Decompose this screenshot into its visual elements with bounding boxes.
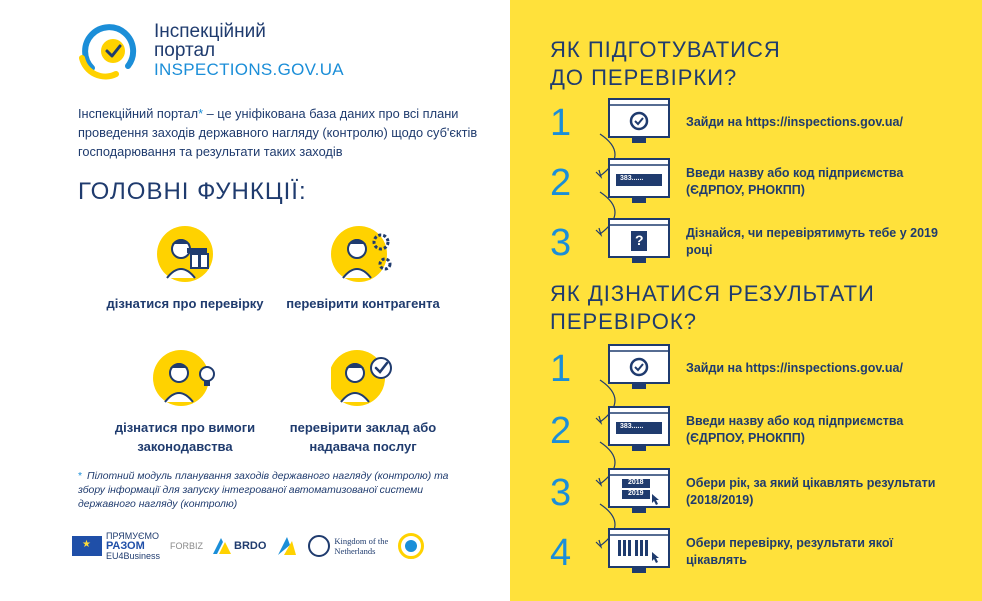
prepare-step-1 xyxy=(550,98,970,148)
nl-line2: Netherlands xyxy=(334,546,376,556)
description-footnote-star: * xyxy=(198,106,204,121)
logo-url: INSPECTIONS.GOV.UA xyxy=(154,60,344,79)
step-text: Введи назву або код підприємства (ЄДРПОУ, РНОКПП) xyxy=(686,414,904,445)
gears-person-icon xyxy=(331,222,395,286)
prepare-title-line1: ЯК ПІДГОТУВАТИСЯ xyxy=(550,37,781,62)
step-number: 1 xyxy=(550,348,572,390)
function-learn-inspection xyxy=(100,222,270,313)
step-number: 4 xyxy=(550,532,572,574)
partner-logos xyxy=(72,528,482,564)
prepare-title-line2: ДО ПЕРЕВІРКИ? xyxy=(550,65,738,90)
portal-description xyxy=(78,104,478,161)
binoculars-person-icon xyxy=(153,222,217,286)
eu-logo-top: ПРЯМУЄМО xyxy=(106,531,159,541)
partner-circle-logo-icon[interactable] xyxy=(398,533,424,559)
description-portal-name: Інспекційний портал xyxy=(78,106,199,121)
monitor-logo-icon xyxy=(608,98,670,146)
step-number: 2 xyxy=(550,410,572,452)
function-learn-legislation xyxy=(100,346,270,456)
year-2019: 2019 xyxy=(628,490,644,497)
monitor-code-icon xyxy=(608,158,670,206)
prepare-step-2 xyxy=(550,158,970,208)
lightbulb-person-icon xyxy=(153,346,217,410)
eu4business-logo[interactable] xyxy=(72,531,160,561)
description-text: – це уніфікована база даних про всі плани проведення заходів державного нагляду (контролю) щодо суб'єктів господарювання та результати таких заходів xyxy=(78,106,478,159)
results-step-2 xyxy=(550,406,970,456)
step-text: Зайди на https://inspections.gov.ua/ xyxy=(686,114,903,129)
netherlands-logo[interactable] xyxy=(308,535,388,557)
year-2018: 2018 xyxy=(628,479,644,486)
brdo-mark-icon xyxy=(213,538,231,554)
monitor-question-icon xyxy=(608,218,670,266)
code-text: 383...... xyxy=(620,175,644,182)
prepare-step-3 xyxy=(550,218,970,268)
function-check-counterparty xyxy=(278,222,448,313)
step-text: Дізнайся, чи перевірятимуть тебе у 2019 році xyxy=(686,226,938,257)
monitor-logo-icon xyxy=(608,344,670,392)
portal-logo-icon xyxy=(78,22,148,80)
results-step-1 xyxy=(550,344,970,394)
step-number: 1 xyxy=(550,102,572,144)
forbiz-logo[interactable]: FORBIZ xyxy=(170,541,204,551)
step-text: Обери перевірку, результати якої цікавлять xyxy=(686,536,893,567)
brdo-label: BRDO xyxy=(234,540,267,552)
results-title-line2: ПЕРЕВІРОК? xyxy=(550,309,697,334)
logo-title-line1: Інспекційний xyxy=(154,21,266,42)
monitor-code-icon xyxy=(608,406,670,454)
netherlands-seal-icon xyxy=(308,535,330,557)
eu-flag-icon xyxy=(72,536,102,556)
step-text: Обери рік, за який цікавлять результати (2018/2019) xyxy=(686,476,936,507)
functions-title: ГОЛОВНІ ФУНКЦІЇ: xyxy=(78,178,307,205)
eu-logo-main: РАЗОМ xyxy=(106,540,145,552)
footnote-star: * xyxy=(78,471,83,482)
function-check-establishment xyxy=(278,346,448,456)
checkmark-person-icon xyxy=(331,346,395,410)
results-step-3 xyxy=(550,468,970,518)
logo-title-line2: портал xyxy=(154,40,216,61)
ministry-logo-icon[interactable] xyxy=(276,535,298,557)
code-text: 383...... xyxy=(620,423,644,430)
results-step-4 xyxy=(550,528,970,578)
footnote-text: Пілотний модуль планування заходів державного нагляду (контролю) та збору інформації для запуску інтегрованої автоматизованої системи державного нагляду (контролю) xyxy=(78,471,449,510)
right-panel xyxy=(510,0,982,601)
function-label: перевірити заклад або надавача послуг xyxy=(289,420,437,454)
results-title xyxy=(550,280,875,336)
step-text: Введи назву або код підприємства (ЄДРПОУ, РНОКПП) xyxy=(686,166,904,197)
step-number: 3 xyxy=(550,222,572,264)
monitor-years-icon xyxy=(608,468,670,516)
function-label: дізнатися про перевірку xyxy=(106,296,264,311)
function-label: дізнатися про вимоги законодавства xyxy=(114,420,256,454)
step-number: 3 xyxy=(550,472,572,514)
step-number: 2 xyxy=(550,162,572,204)
function-label: перевірити контрагента xyxy=(286,296,440,311)
prepare-title xyxy=(550,36,781,92)
footnote xyxy=(78,470,458,512)
results-title-line1: ЯК ДІЗНАТИСЯ РЕЗУЛЬТАТИ xyxy=(550,281,875,306)
eu-logo-sub: EU4Business xyxy=(106,551,161,561)
nl-line1: Kingdom of the xyxy=(334,536,389,546)
brdo-logo[interactable] xyxy=(213,538,266,554)
monitor-list-icon xyxy=(608,528,670,576)
question-mark: ? xyxy=(635,232,644,248)
portal-logo[interactable] xyxy=(78,22,344,80)
step-text: Зайди на https://inspections.gov.ua/ xyxy=(686,360,903,375)
